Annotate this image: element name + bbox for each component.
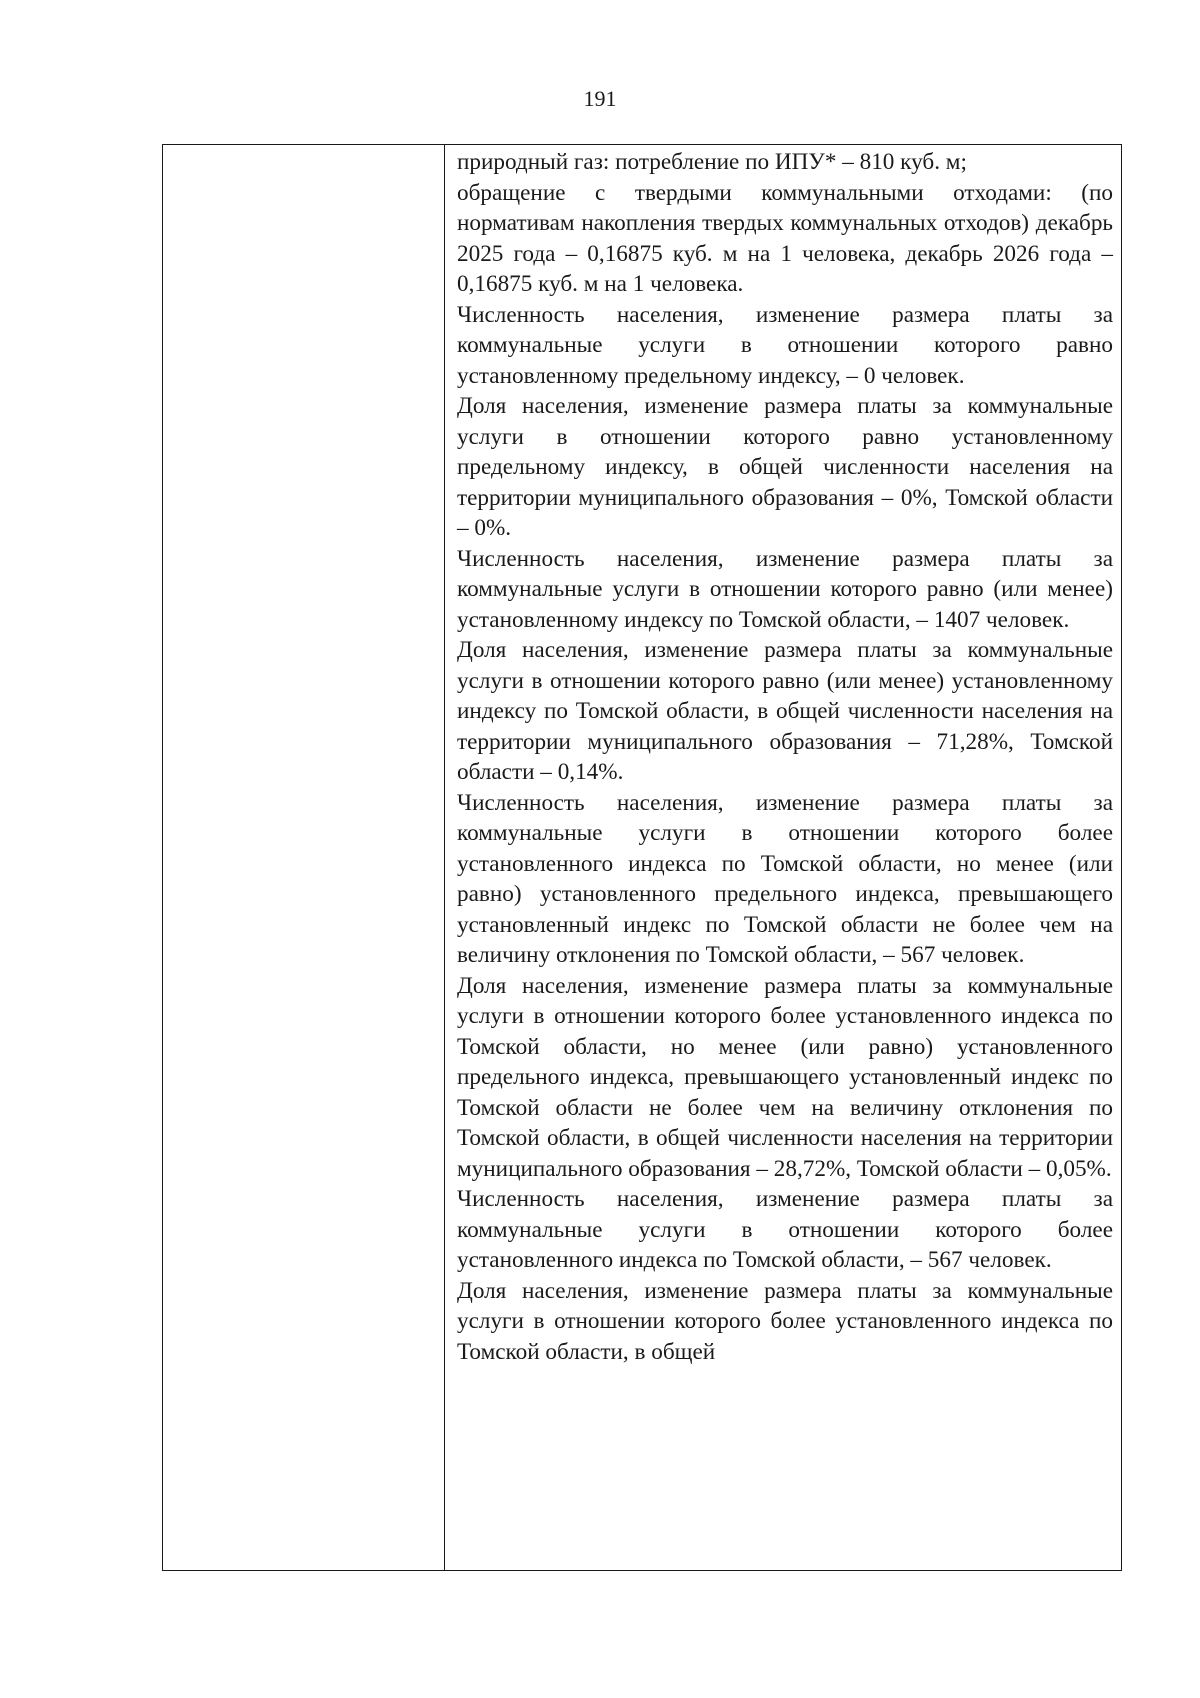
page-number: 191 (583, 86, 617, 111)
paragraph-solid-waste: обращение с твердыми коммунальными отходами: (по нормативам накопления твердых коммунальных отходов) декабрь 2025 года – 0,16875 куб. м на 1 человека, декабрь 2026 года – 0,16875 куб. м на 1 человека. (457, 179, 1113, 297)
paragraph-population-above-index: Численность населения, изменение размера платы за коммунальные услуги в отношении которого более установленного индекса по Томской области, – 567 человек. (457, 1186, 1113, 1273)
table-right-cell (445, 145, 1121, 1570)
table-left-cell (163, 145, 445, 1570)
paragraph-share-above-index: Доля населения, изменение размера платы за коммунальные услуги в отношении которого более установленного индекса по Томской области, в общей (457, 1277, 1113, 1365)
paragraph-share-within-deviation: Доля населения, изменение размера платы за коммунальные услуги в отношении которого более установленного индекса по Томской области, но менее (или равно) установленного предельного индекса, превышающего установленный индекс по Томской области не более чем на величину отклонения по Томской области, в общей численности населения на территории муниципального образования – 28,72%, Томской области – 0,05%. (457, 972, 1113, 1182)
paragraph-gas-consumption: природный газ: потребление по ИПУ* – 810 куб. м; (457, 149, 967, 175)
paragraph-population-below-index: Численность населения, изменение размера платы за коммунальные услуги в отношении которого равно (или менее) установленному индексу по Томской области, – 1407 человек. (457, 545, 1113, 633)
paragraph-population-within-deviation: Численность населения, изменение размера платы за коммунальные услуги в отношении которого более установленного индекса по Томской области, но менее (или равно) установленного предельного индекса, превышающего установленный индекс по Томской области не более чем на величину отклонения по Томской области, – 567 человек. (457, 789, 1113, 968)
paragraph-share-equal-limit: Доля населения, изменение размера платы за коммунальные услуги в отношении которого равно установленному предельному индексу, в общей численности населения на территории муниципального образования – 0%, Томской области – 0%. (457, 393, 1113, 541)
document-table (162, 144, 1122, 1571)
paragraph-population-equal-limit: Численность населения, изменение размера платы за коммунальные услуги в отношении которого равно установленному предельному индексу, – 0 человек. (457, 301, 1113, 389)
paragraph-share-below-index: Доля населения, изменение размера платы за коммунальные услуги в отношении которого равно (или менее) установленному индексу по Томской области, в общей численности населения на территории муниципального образования – 71,28%, Томской области – 0,14%. (457, 637, 1113, 785)
